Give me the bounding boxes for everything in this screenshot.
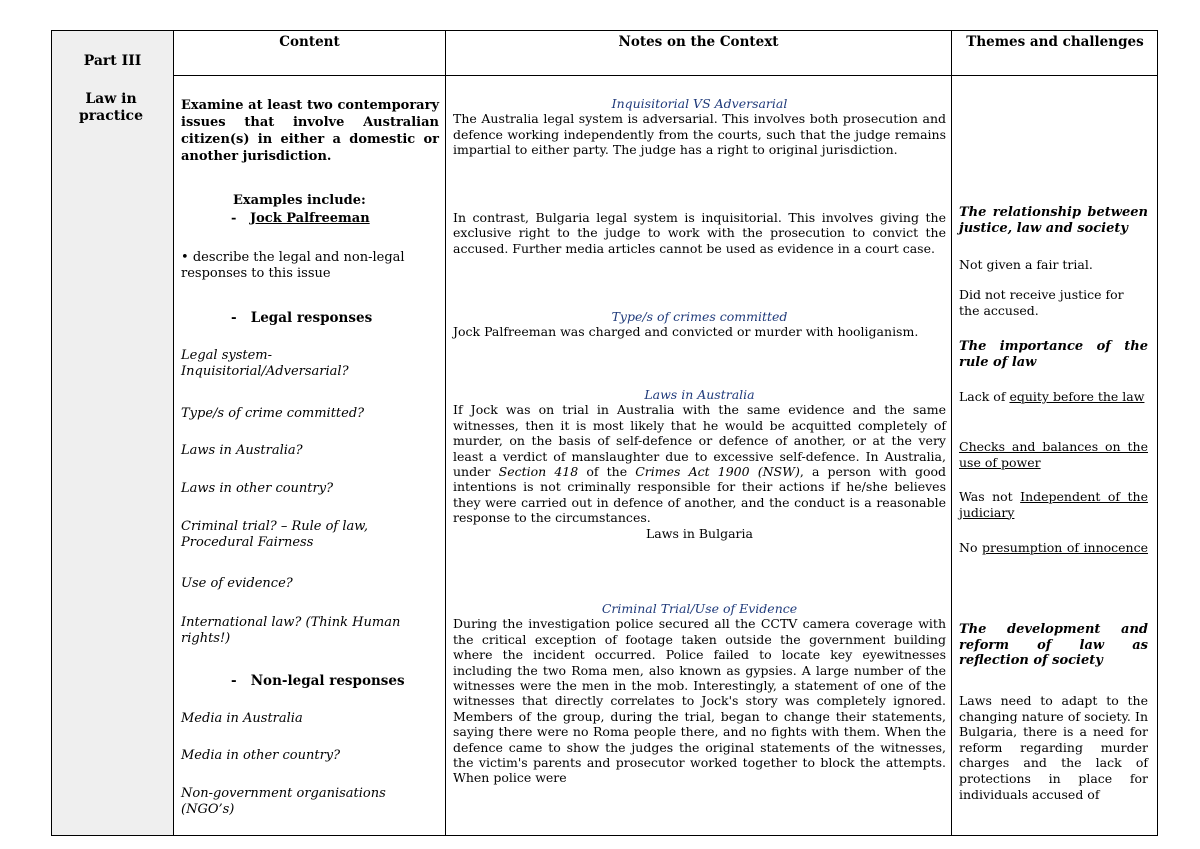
theme-item (959, 489, 1148, 520)
text-run: No (959, 540, 982, 555)
text-run: Lack of (959, 389, 1010, 404)
column-divider (173, 31, 174, 835)
act-reference: Crimes Act 1900 (NSW) (635, 464, 800, 480)
text-run: , a person with good intentions is not criminally responsible for their actions if he/she believes they were carried out in defence of another, and the conduct is a reasonable response to the circumstances. (453, 464, 947, 526)
text-run: of the (578, 464, 636, 480)
theme-title: The development and reform of law as reflection of society (959, 622, 1148, 669)
legal-item: Laws in other country? (181, 481, 334, 496)
theme-item (959, 439, 1148, 470)
legal-responses-heading (231, 310, 451, 326)
dash-marker: - (231, 673, 237, 689)
section-title: Inquisitorial VS Adversarial (611, 96, 788, 111)
describe-item (181, 250, 439, 282)
header-content: Content (279, 34, 340, 50)
row-label: Law in practice (79, 91, 143, 124)
theme-item (959, 389, 1148, 405)
nonlegal-responses-heading (231, 673, 451, 689)
legal-item: Legal system-Inquisitorial/Adversarial? (181, 348, 349, 379)
task-description: Examine at least two contemporary issues that involve Australian citizen(s) in either a domestic or another jurisdiction. (181, 98, 439, 164)
examples-heading: Examples include: (233, 193, 366, 208)
header-notes: Notes on the Context (618, 34, 779, 50)
theme-paragraph: Laws need to adapt to the changing nature of society. In Bulgaria, there is a need for reform regarding murder charges and the lack of protections in place for individuals accused of (959, 693, 1148, 802)
nonlegal-item: Media in Australia (181, 711, 303, 726)
nonlegal-item: Non-government organisations (NGO’s) (181, 786, 386, 817)
nonlegal-item: Media in other country? (181, 748, 341, 763)
notes-section-laws-australia (453, 387, 946, 541)
notes-section-adversarial (453, 96, 946, 158)
section-paragraph: In contrast, Bulgaria legal system is inquisitorial. This involves giving the exclusive right to the judge to work with the prosecution to convict the accused. Further media articles cannot be used as evidence in a court case. (453, 210, 946, 256)
column-divider (951, 31, 952, 835)
section-reference: Section 418 (498, 464, 579, 480)
underlined-run: Checks and balances on the use of power (959, 439, 1148, 470)
theme-item (959, 540, 1148, 556)
section-title: Type/s of crimes committed (611, 309, 788, 324)
nonlegal-heading-text: Non-legal responses (250, 673, 405, 689)
theme-title: The importance of the rule of law (959, 339, 1148, 370)
section-paragraph: The Australia legal system is adversarial. This involves both prosecution and defence working independently from the courts, such that the judge remains impartial to either party. The judge has a right to original jurisdiction. (453, 111, 946, 158)
theme-title: The relationship between justice, law and society (959, 205, 1148, 236)
section-title: Laws in Australia (644, 387, 755, 402)
header-part: Part III (83, 53, 142, 69)
underlined-run: presumption of innocence (982, 540, 1148, 555)
section-paragraph: During the investigation police secured all the CCTV camera coverage with the critical exception of footage taken outside the government building where the incident occurred. Police failed to locate key eyewitnesses including the two Roma men, also known as gypsies. A large number of the witnesses were the men in the mob. Interestingly, a statement of one of the witnesses that directly correlates to Jock's story was completely ignored. Members of the group, during the trial, began to change their statements, saying there were no Roma people there, and no fights with them. When the defence came to show the judges the original statements of the witnesses, the victim's parents and prosecutor worked together to block the attempts. When police were (453, 616, 946, 786)
notes-section-trial (453, 601, 946, 786)
underlined-run: Independent of the judiciary (959, 489, 1148, 520)
part-column-shading (52, 31, 173, 835)
section-paragraph (453, 402, 946, 525)
describe-text: describe the legal and non-legal responses to this issue (181, 250, 405, 281)
section-paragraph: Jock Palfreeman was charged and convicted or murder with hooliganism. (453, 324, 919, 340)
example-item (231, 211, 451, 227)
text-run: If Jock was on trial in Australia with the same evidence and the same witnesses, then it is most likely that he would be acquitted completely of murder, on the basis of self-defence or defence of another, or at the very least a verdict of manslaughter due to excessive self-defence. In Australia, under (453, 402, 946, 480)
section-title: Criminal Trial/Use of Evidence (601, 601, 798, 616)
legal-heading-text: Legal responses (250, 310, 373, 326)
dash-marker: - (231, 211, 237, 226)
notes-section-crimes (453, 309, 946, 340)
header-divider (174, 75, 1157, 76)
legal-item: Criminal trial? – Rule of law, Procedural Fairness (181, 519, 368, 550)
legal-item: Type/s of crime committed? (181, 406, 365, 421)
section-title-laws-bulgaria: Laws in Bulgaria (646, 525, 753, 541)
legal-item: Use of evidence? (181, 576, 293, 591)
notes-table (51, 30, 1158, 836)
text-run: Was not (959, 489, 1021, 504)
theme-item: Did not receive justice for the accused. (959, 287, 1124, 318)
legal-item: Laws in Australia? (181, 443, 303, 458)
column-divider (445, 31, 446, 835)
header-themes: Themes and challenges (966, 34, 1144, 50)
dash-marker: - (231, 310, 237, 326)
bullet-marker: • (181, 250, 189, 265)
theme-item: Not given a fair trial. (959, 257, 1093, 272)
example-name: Jock Palfreeman (249, 211, 370, 226)
legal-item: International law? (Think Human rights!) (181, 615, 401, 646)
underlined-run: equity before the law (1009, 389, 1145, 404)
